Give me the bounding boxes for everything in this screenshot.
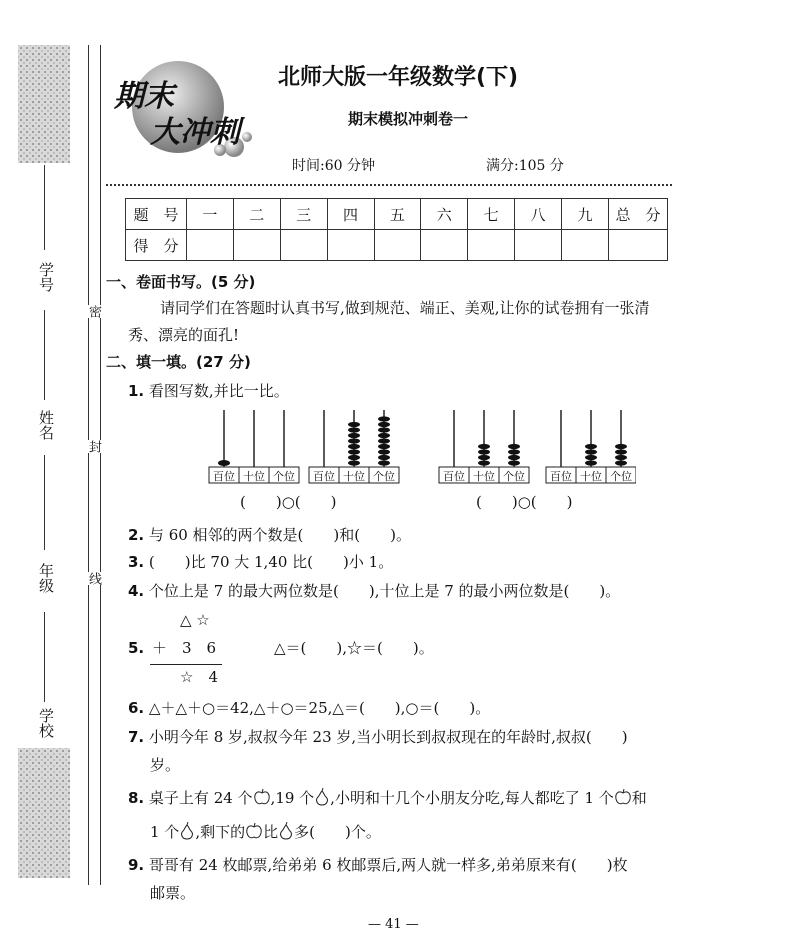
abacus-label: 十位 [473, 470, 495, 483]
score-input[interactable] [187, 230, 234, 261]
dotted-divider [106, 184, 672, 186]
question-text: ,剩下的 [195, 823, 246, 841]
abacus-label: 十位 [243, 470, 265, 483]
side-pattern-bottom [18, 748, 70, 878]
score-cell: 四 [327, 199, 374, 230]
compare-blank-1[interactable]: ( )○( ) [240, 493, 337, 511]
score-cell: 六 [421, 199, 468, 230]
score-table [125, 198, 668, 261]
question-number: 2. [128, 526, 145, 544]
question-number: 3. [128, 553, 145, 571]
question-8 [128, 788, 647, 808]
logo [112, 55, 262, 165]
xuehao-label: 学号 [37, 262, 55, 292]
abacus-label: 百位 [213, 470, 235, 483]
question-3 [128, 552, 393, 572]
score-cell: 九 [562, 199, 609, 230]
xingming-line [44, 310, 45, 400]
xuexiao-line [44, 612, 45, 702]
section-2-title: 二、填一填。(27 分) [106, 353, 251, 371]
question-number: 4. [128, 582, 145, 600]
abacus-label: 个位 [503, 470, 525, 483]
score-cell: 三 [280, 199, 327, 230]
score-table-header-row [126, 199, 668, 230]
abacus-label: 百位 [443, 470, 465, 483]
abacus-label: 个位 [373, 470, 395, 483]
xuexiao-label: 学校 [37, 708, 55, 738]
apple-icon [253, 788, 271, 806]
question-number: 6. [128, 699, 145, 717]
score-input[interactable] [609, 230, 668, 261]
abacus-label: 百位 [550, 470, 572, 483]
question-text: 看图写数,并比一比。 [148, 382, 289, 400]
question-text: 比 [263, 823, 279, 841]
question-9-cont: 邮票。 [150, 884, 196, 902]
xingming-label: 姓名 [37, 410, 55, 440]
score-input[interactable] [327, 230, 374, 261]
nianji-line [44, 455, 45, 550]
score-cell: 五 [374, 199, 421, 230]
q5-mid-row: ＋ 3 6 [152, 639, 217, 657]
score-input[interactable] [233, 230, 280, 261]
question-text: 哥哥有 24 枚邮票,给弟弟 6 枚邮票后,两人就一样多,弟弟原来有( )枚 [148, 856, 628, 874]
logo-text-1: 期末 [114, 79, 174, 114]
question-5-number: 5. [128, 639, 145, 657]
question-number: 9. [128, 856, 145, 874]
score-table-score-row [126, 230, 668, 261]
score-cell: 八 [515, 199, 562, 230]
pear-icon [314, 788, 330, 806]
question-number: 7. [128, 728, 145, 746]
section-1-text-1: 请同学们在答题时认真书写,做到规范、端正、美观,让你的试卷拥有一张清 [160, 299, 650, 317]
abacus-label: 个位 [610, 470, 632, 483]
question-9 [128, 855, 628, 875]
compare-blank-2[interactable]: ( )○( ) [476, 493, 573, 511]
time-label: 时间:60 分钟 [292, 158, 375, 174]
binding-line-1 [88, 45, 89, 885]
feng-label: 封 [86, 440, 101, 453]
question-8-cont [150, 822, 381, 842]
question-text: △＋△＋○＝42,△＋○＝25,△＝( ),○＝( )。 [148, 699, 491, 717]
question-text: ( )比 70 大 1,40 比( )小 1。 [148, 553, 394, 571]
score-input[interactable] [562, 230, 609, 261]
section-1-text-2: 秀、漂亮的面孔! [128, 326, 240, 344]
apple-icon [614, 788, 632, 806]
question-text: 多( )个。 [294, 823, 381, 841]
question-text: 与 60 相邻的两个数是( )和( )。 [148, 526, 411, 544]
question-4 [128, 581, 620, 601]
pear-icon [179, 822, 195, 840]
abacus-label: 十位 [343, 470, 365, 483]
abacus-label: 百位 [313, 470, 335, 483]
question-7-cont: 岁。 [150, 756, 181, 774]
question-text: 和 [631, 789, 647, 807]
score-input[interactable] [421, 230, 468, 261]
score-cell: 总 分 [609, 199, 668, 230]
score-input[interactable] [374, 230, 421, 261]
question-number: 8. [128, 789, 145, 807]
pear-icon [278, 822, 294, 840]
side-pattern-top [18, 45, 70, 163]
score-input[interactable] [280, 230, 327, 261]
score-cell: 二 [233, 199, 280, 230]
score-label: 满分:105 分 [486, 158, 564, 174]
question-7 [128, 727, 628, 747]
abacus-figures [206, 405, 636, 495]
score-cell: 题 号 [126, 199, 187, 230]
mi-label: 密 [86, 305, 101, 318]
abacus-label: 个位 [273, 470, 295, 483]
xian-label: 线 [86, 572, 101, 585]
question-1 [128, 381, 289, 401]
binding-line-2 [100, 45, 101, 885]
q5-sum-line [150, 664, 222, 665]
question-5-text: △＝( ),☆＝( )。 [274, 639, 434, 657]
question-text: ,19 个 [270, 789, 315, 807]
xuehao-line [44, 165, 45, 250]
q5-top-row: △ ☆ [180, 611, 210, 629]
question-text: 桌子上有 24 个 [148, 789, 253, 807]
page-number: — 41 — [368, 917, 419, 932]
question-text: ,小明和十几个小朋友分吃,每人都吃了 1 个 [330, 789, 614, 807]
page-title: 北师大版一年级数学(下) [278, 65, 519, 90]
logo-text-2: 大冲刺 [150, 115, 240, 150]
question-number: 1. [128, 382, 145, 400]
score-cell: 七 [468, 199, 515, 230]
question-2 [128, 525, 411, 545]
score-cell: 一 [187, 199, 234, 230]
question-text: 1 个 [150, 823, 180, 841]
apple-icon [245, 822, 263, 840]
abacus-label: 十位 [580, 470, 602, 483]
q5-bottom-row: ☆ 4 [180, 668, 218, 686]
section-1-title: 一、卷面书写。(5 分) [106, 273, 256, 291]
question-text: 小明今年 8 岁,叔叔今年 23 岁,当小明长到叔叔现在的年龄时,叔叔( ) [148, 728, 628, 746]
nianji-label: 年级 [37, 563, 55, 593]
score-input[interactable] [515, 230, 562, 261]
score-input[interactable] [468, 230, 515, 261]
question-text: 个位上是 7 的最大两位数是( ),十位上是 7 的最小两位数是( )。 [148, 582, 621, 600]
score-cell-label: 得 分 [126, 230, 187, 261]
question-6 [128, 698, 490, 718]
page-subtitle: 期末模拟冲刺卷一 [348, 110, 469, 128]
